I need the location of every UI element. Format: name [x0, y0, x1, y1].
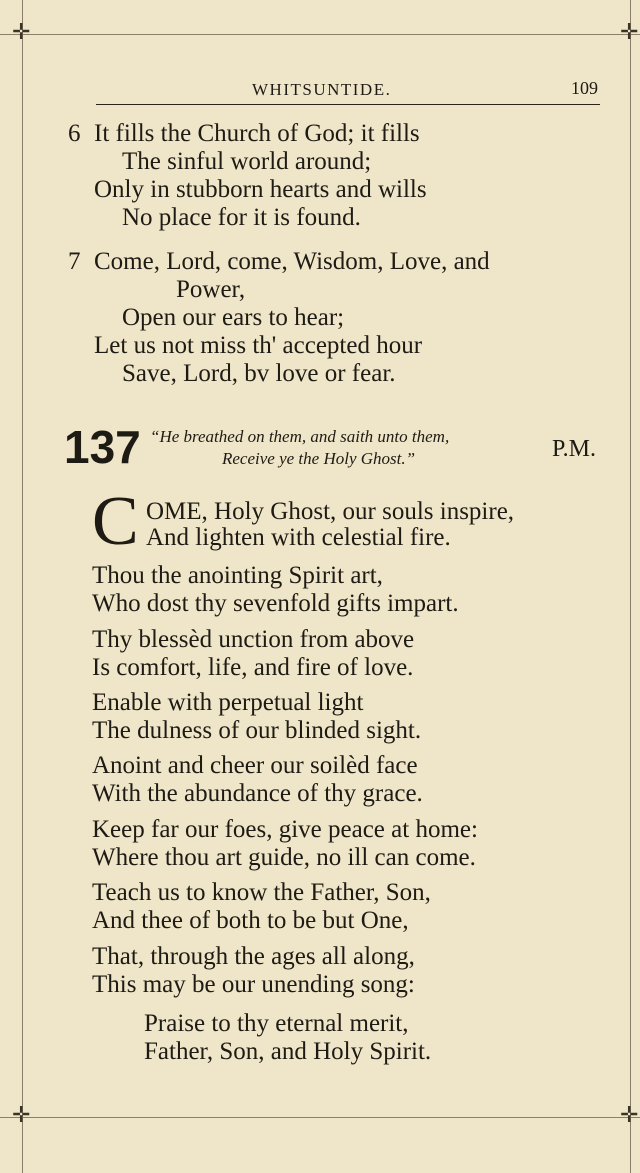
couplet	[92, 879, 600, 935]
corner-cross-icon: ✛	[12, 20, 31, 45]
verse-line: Enable with perpetual light	[92, 689, 364, 716]
verse-line: Where thou art guide, no ill can come.	[92, 844, 476, 871]
verse-line: Is comfort, life, and fire of love.	[92, 654, 414, 681]
verse-line: The sinful world around;	[122, 148, 372, 175]
corner-cross-icon: ✛	[12, 1103, 31, 1128]
quote-line: “He breathed on them, and saith unto them,	[150, 427, 450, 446]
verse-line: That, through the ages all along,	[92, 943, 415, 970]
verse-line: Keep far our foes, give peace at home:	[92, 816, 478, 843]
hymn-heading	[64, 421, 600, 474]
verse-line: Thy blessèd unction from above	[92, 626, 415, 653]
couplet	[92, 562, 600, 618]
verse-line: The dulness of our blinded sight.	[92, 717, 422, 744]
verse-line: Teach us to know the Father, Son,	[92, 879, 431, 906]
couplet	[92, 689, 600, 745]
meter-label: P.M.	[551, 436, 596, 462]
couplet	[92, 943, 600, 999]
couplet	[92, 816, 600, 872]
bottom-border-rule	[0, 1117, 640, 1118]
stanza-number: 6	[68, 120, 81, 147]
stanza-number: 7	[68, 248, 81, 275]
top-border-rule	[0, 34, 640, 35]
verse-line: And thee of both to be but One,	[92, 907, 409, 934]
verse-line: Come, Lord, come, Wisdom, Love, and	[94, 248, 490, 275]
verse-line: With the abundance of thy grace.	[92, 780, 423, 807]
verse-line: Father, Son, and Holy Spirit.	[144, 1038, 432, 1065]
stanza-6	[68, 120, 600, 232]
doxology	[144, 1010, 600, 1066]
quote-line: Receive ye the Holy Ghost.”	[222, 449, 416, 468]
header-title: WHITSUNTIDE.	[252, 80, 392, 99]
verse-line: OME, Holy Ghost, our souls inspire,	[146, 498, 515, 525]
verse-line: Thou the anointing Spirit art,	[92, 562, 383, 589]
left-border-rule	[22, 0, 23, 1173]
verse-line: Only in stubborn hearts and wills	[94, 176, 427, 203]
verse-line: Who dost thy sevenfold gifts impart.	[92, 590, 459, 617]
verse-line: Open our ears to hear;	[122, 304, 345, 331]
verse-line: It fills the Church of God; it fills	[94, 120, 420, 147]
verse-line: Anoint and cheer our soilèd face	[92, 752, 418, 779]
verse-line: No place for it is found.	[122, 204, 361, 231]
couplet	[92, 626, 600, 682]
page-number: 109	[571, 78, 598, 98]
verse-line: Praise to thy eternal merit,	[144, 1010, 409, 1037]
right-border-rule	[630, 0, 631, 1173]
couplet	[92, 752, 600, 808]
scripture-quote	[150, 426, 449, 470]
verse-line: And lighten with celestial fire.	[146, 524, 451, 551]
verse-line: Power,	[176, 276, 246, 303]
verse-line: Let us not miss th' accepted hour	[94, 332, 423, 359]
drop-cap: C	[92, 483, 139, 560]
verse-line: Save, Lord, bv love or fear.	[122, 360, 396, 387]
corner-cross-icon: ✛	[620, 20, 639, 45]
stanza-7	[68, 248, 600, 388]
running-header	[96, 78, 600, 105]
corner-cross-icon: ✛	[620, 1103, 639, 1128]
hymn-number: 137	[64, 421, 141, 473]
verse-line: This may be our unending song:	[92, 971, 415, 998]
